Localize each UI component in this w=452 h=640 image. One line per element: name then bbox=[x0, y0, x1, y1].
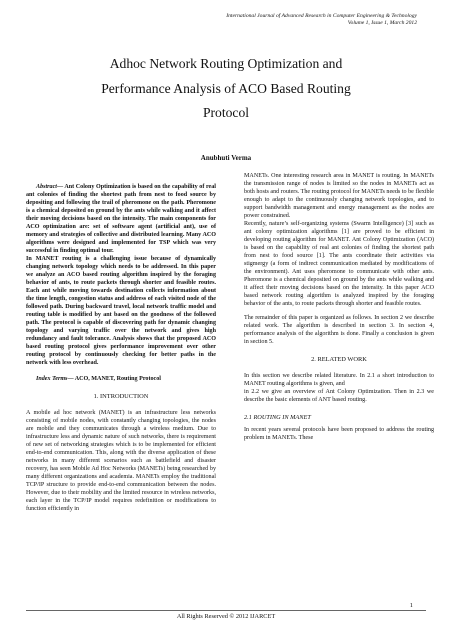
page-number: 1 bbox=[409, 602, 413, 609]
abstract-text-2: In MANET routing is a challenging issue because of dynamically changing network topology which needs to be addressed. In this paper we analyze an ACO based routing algorithm inspired by the foraging behavior of ants, to route packets through shorter and feasible routes. Each ant while moving towards destination collects information about the time length, congestion status and address of each visited node of the followed path. During backward travel, local network traffic model and routing table is modified by ant based on the goodness of the followed path. The protocol is capable of discovering path for dynamic changing topology and varying traffic over the network and gives high redundancy and fault tolerance. Analysis shows that the proposed ACO based routing protocol gives performance improvement over other routing protocol by continuously checking for better paths in the network with less overhead. bbox=[26, 256, 216, 366]
abstract-label: Abstract bbox=[36, 184, 57, 190]
related-paragraph-3: In recent years several protocols have been proposed to address the routing problem in MANETs. These bbox=[244, 427, 434, 441]
journal-name: International Journal of Advanced Research in Computer Engineering & Technology bbox=[226, 13, 417, 19]
routing-in-manet-heading: 2.1 ROUTING IN MANET bbox=[244, 414, 311, 421]
journal-issue: Volume 1, Issue 1, March 2012 bbox=[347, 20, 417, 26]
journal-header bbox=[226, 13, 417, 27]
author-name: Anubhuti Verma bbox=[200, 154, 252, 162]
introduction-heading: 1. INTRODUCTION bbox=[93, 393, 149, 400]
abstract-text: — Ant Colony Optimization is based on the capability of real ant colonies of finding the shortest path from nest to food source by depositing and following the trail of pheromone on the path. Pheromone is a chemical deposited on ground by the ants while walking and it affect their moving decisions based on the intensity. The main components for ACO optimization are: set of software agent (artificial ant), use of memory and strategies of collective and distributed learning. Many ACO algorithms were designed and implemented for TSP which was very successful in finding optimal tour. bbox=[26, 184, 216, 254]
copyright-footer: All Rights Reserved © 2012 IJARCET bbox=[176, 613, 276, 620]
title-line-1: Adhoc Network Routing Optimization and bbox=[109, 56, 343, 71]
intro-paragraph-4: The remainder of this paper is organized as follows. In section 2 we describe related work. The algorithm is described in section 3. In section 4, performance analysis of the algorithm is done. Finally a conclusion is given in section 5. bbox=[244, 315, 434, 345]
related-work-heading: 2. RELATED WORK bbox=[311, 356, 367, 363]
right-column bbox=[244, 172, 434, 442]
abstract bbox=[26, 183, 216, 255]
title-line-2: Performance Analysis of ACO Based Routing bbox=[101, 80, 351, 96]
index-terms-text: — ACO, MANET, Routing Protocol bbox=[67, 376, 161, 382]
related-paragraph-2: in 2.2 we give an overview of Ant Colony Optimization. Then in 2.3 we describe the basic elements of ANT based routing. bbox=[244, 389, 434, 403]
related-paragraph-1: In this section we describe related literature. In 2.1 a short introduction to MANET routing algorithms is given, and bbox=[244, 373, 434, 387]
title-line-3: Protocol bbox=[202, 105, 250, 120]
index-terms-label: Index Terms bbox=[36, 376, 68, 382]
footer-divider bbox=[26, 610, 426, 611]
intro-paragraph-2: MANETs. One interesting research area in MANET is routing. In MANETs the transmission range of nodes is limited so the nodes in MANETs act as both hosts and routers. The routing protocol for MANETs needs to be flexible enough to adapt to the continuously changing network topologies, and to support bandwidth management and energy management as the nodes are power constrained. bbox=[244, 173, 434, 219]
paper-title bbox=[40, 52, 412, 126]
intro-paragraph-1: A mobile ad hoc network (MANET) is an infrastructure less networks consisting of mobile nodes, with constantly changing topologies, the nodes are mobile and they communicates through a wireless medium. Due to infrastructure less and dynamic nature of such networks, there is requirement of new set of networking strategies which is to be implemented for efficient end-to-end communication. This, along with the diverse application of these networks in many different scenarios such as battlefield and disaster recovery, has seen Mobile Ad Hoc Networks (MANETs) being researched by many different organizations and academia. MANETs employ the traditional TCP/IP structure to provide end-to-end communication between the nodes. However, due to their mobility and the limited resource in wireless networks, each layer in the TCP/IP model requires redefinition or modifications to function efficiently in bbox=[26, 410, 216, 512]
left-column bbox=[26, 183, 216, 513]
intro-paragraph-3: Recently, nature’s self-organizing systems (Swarm Intelligence) [3] such as ant colony optimization algorithms [1] are proved to be efficient in developing routing algorithm for MANET. Ant Colony Optimization (ACO) is based on the capability of real ant colonies of finding the shortest path from nest to food source [1]. The ants coordinate their activities via stigmergy (a form of indirect communication mediated by modifications of the environment). Ant uses pheromone to communicate with other ants. Pheromone is a chemical deposited on ground by the ants while walking and it affect their moving decisions based on the intensity. In this paper ACO based network routing algorithm is analyzed inspired by the foraging behavior of the ants, to route packets through shorter and feasible routes. bbox=[244, 221, 434, 307]
index-terms bbox=[26, 375, 216, 383]
